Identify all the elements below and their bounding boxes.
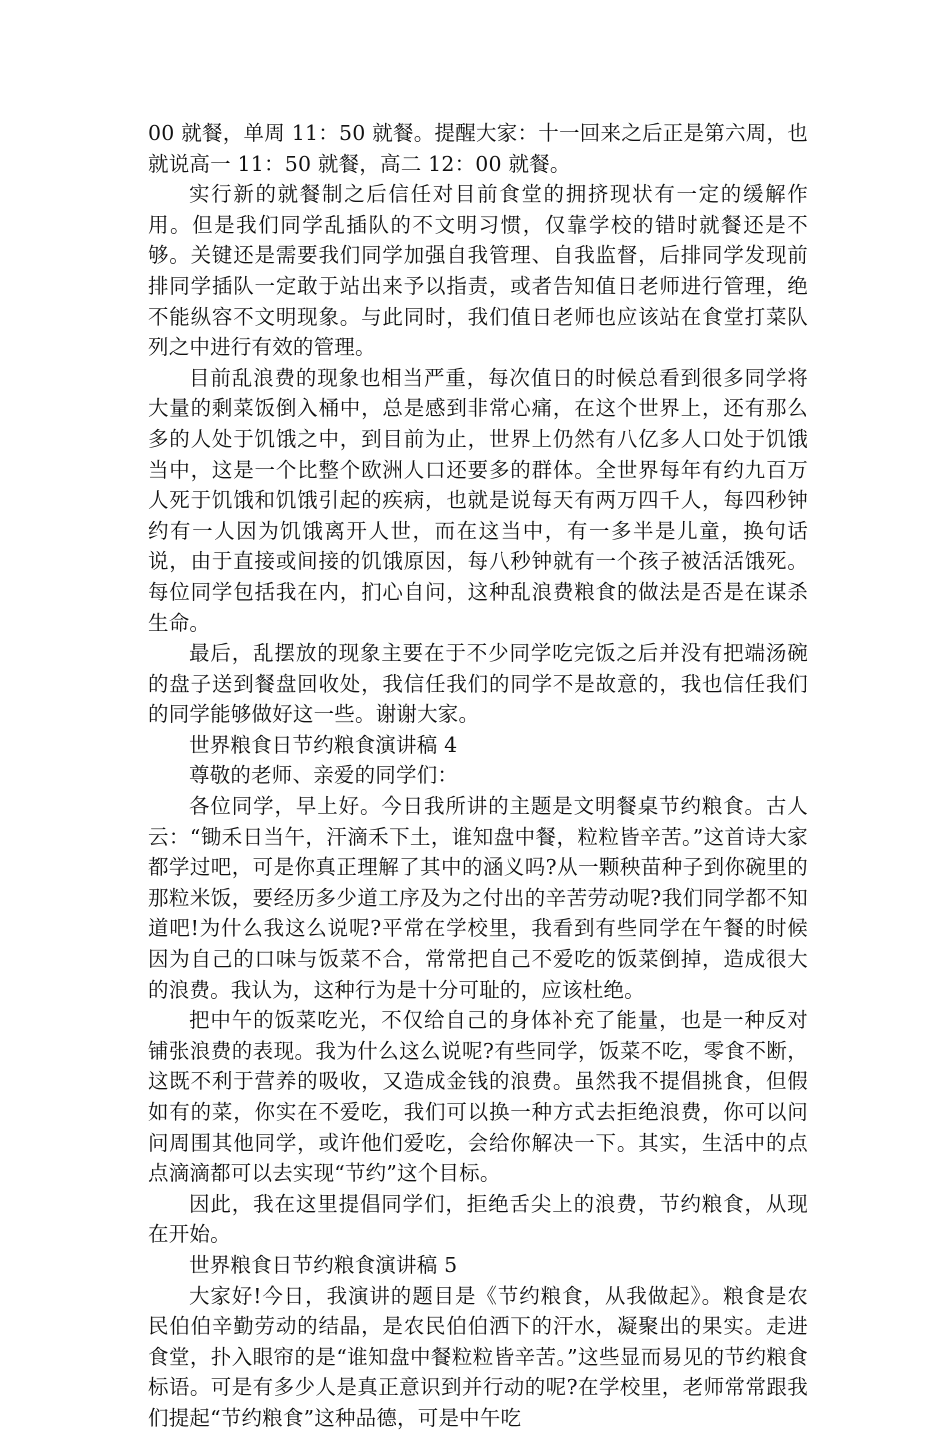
section-heading-4: 世界粮食日节约粮食演讲稿 4 bbox=[189, 732, 458, 757]
paragraph-2: 实行新的就餐制之后信任对目前食堂的拥挤现状有一定的缓解作用。但是我们同学乱插队的不文明习惯，仅靠学校的错时就餐还是不够。关键还是需要我们同学加强自我管理、自我监督，后排同学发现前排同学插队一定敢于站出来予以指责，或者告知值日老师进行管理，绝不能纵容不文明现象。与此同时，我们值日老师也应该站在食堂打菜队列之中进行有效的管理。 bbox=[148, 182, 808, 360]
salutation: 尊敬的老师、亲爱的同学们： bbox=[189, 763, 459, 788]
paragraph-6: 把中午的饭菜吃光，不仅给自己的身体补充了能量，也是一种反对铺张浪费的表现。我为什么这么说呢?有些同学，饭菜不吃，零食不断，这既不利于营养的吸收，又造成金钱的浪费。虽然我不提倡挑食，但假如有的菜，你实在不爱吃，我们可以换一种方式去拒绝浪费，你可以问问周围其他同学，或许他们爱吃，会给你解决一下。其实，生活中的点点滴滴都可以去实现“节约”这个目标。 bbox=[148, 1008, 808, 1186]
paragraph-7: 因此，我在这里提倡同学们，拒绝舌尖上的浪费，节约粮食，从现在开始。 bbox=[148, 1191, 808, 1247]
paragraph-3: 目前乱浪费的现象也相当严重，每次值日的时候总看到很多同学将大量的剩菜饭倒入桶中，总是感到非常心痛，在这个世界上，还有那么多的人处于饥饿之中，到目前为止，世界上仍然有八亿多人口处于饥饿当中，这是一个比整个欧洲人口还要多的群体。全世界每年有约九百万人死于饥饿和饥饿引起的疾病，也就是说每天有两万四千人，每四秒钟约有一人因为饥饿离开人世，而在这当中，有一多半是儿童，换句话说，由于直接或间接的饥饿原因，每八秒钟就有一个孩子被活活饿死。每位同学包括我在内，扪心自问，这种乱浪费粮食的做法是否是在谋杀生命。 bbox=[148, 365, 808, 635]
paragraph-5: 各位同学，早上好。今日我所讲的主题是文明餐桌节约粮食。古人云：“锄禾日当午，汗滴禾下土，谁知盘中餐，粒粒皆辛苦。”这首诗大家都学过吧，可是你真正理解了其中的涵义吗?从一颗秧苗种子到你碗里的那粒米饭，要经历多少道工序及为之付出的辛苦劳动呢?我们同学都不知道吧!为什么我这么说呢?平常在学校里，我看到有些同学在午餐的时候因为自己的口味与饭菜不合，常常把自己不爱吃的饭菜倒掉，造成很大的浪费。我认为，这种行为是十分可耻的，应该杜绝。 bbox=[148, 794, 808, 1002]
section-heading-5: 世界粮食日节约粮食演讲稿 5 bbox=[189, 1252, 458, 1277]
paragraph-8: 大家好!今日，我演讲的题目是《节约粮食，从我做起》。粮食是农民伯伯辛勤劳动的结晶，是农民伯伯洒下的汗水，凝聚出的果实。走进食堂，扑入眼帘的是“谁知盘中餐粒粒皆辛苦。”这些显而易见的节约粮食标语。可是有多少人是真正意识到并行动的呢?在学校里，老师常常跟我们提起“节约粮食”这种品德，可是中午吃 bbox=[148, 1283, 808, 1430]
paragraph-1: 00 就餐，单周 11：50 就餐。提醒大家：十一回来之后正是第六周，也就说高一 11：50 就餐，高二 12：00 就餐。 bbox=[148, 121, 808, 176]
paragraph-4: 最后，乱摆放的现象主要在于不少同学吃完饭之后并没有把端汤碗的盘子送到餐盘回收处，我信任我们的同学不是故意的，我也信任我们的同学能够做好这一些。谢谢大家。 bbox=[148, 641, 808, 727]
document-body bbox=[148, 118, 808, 1434]
